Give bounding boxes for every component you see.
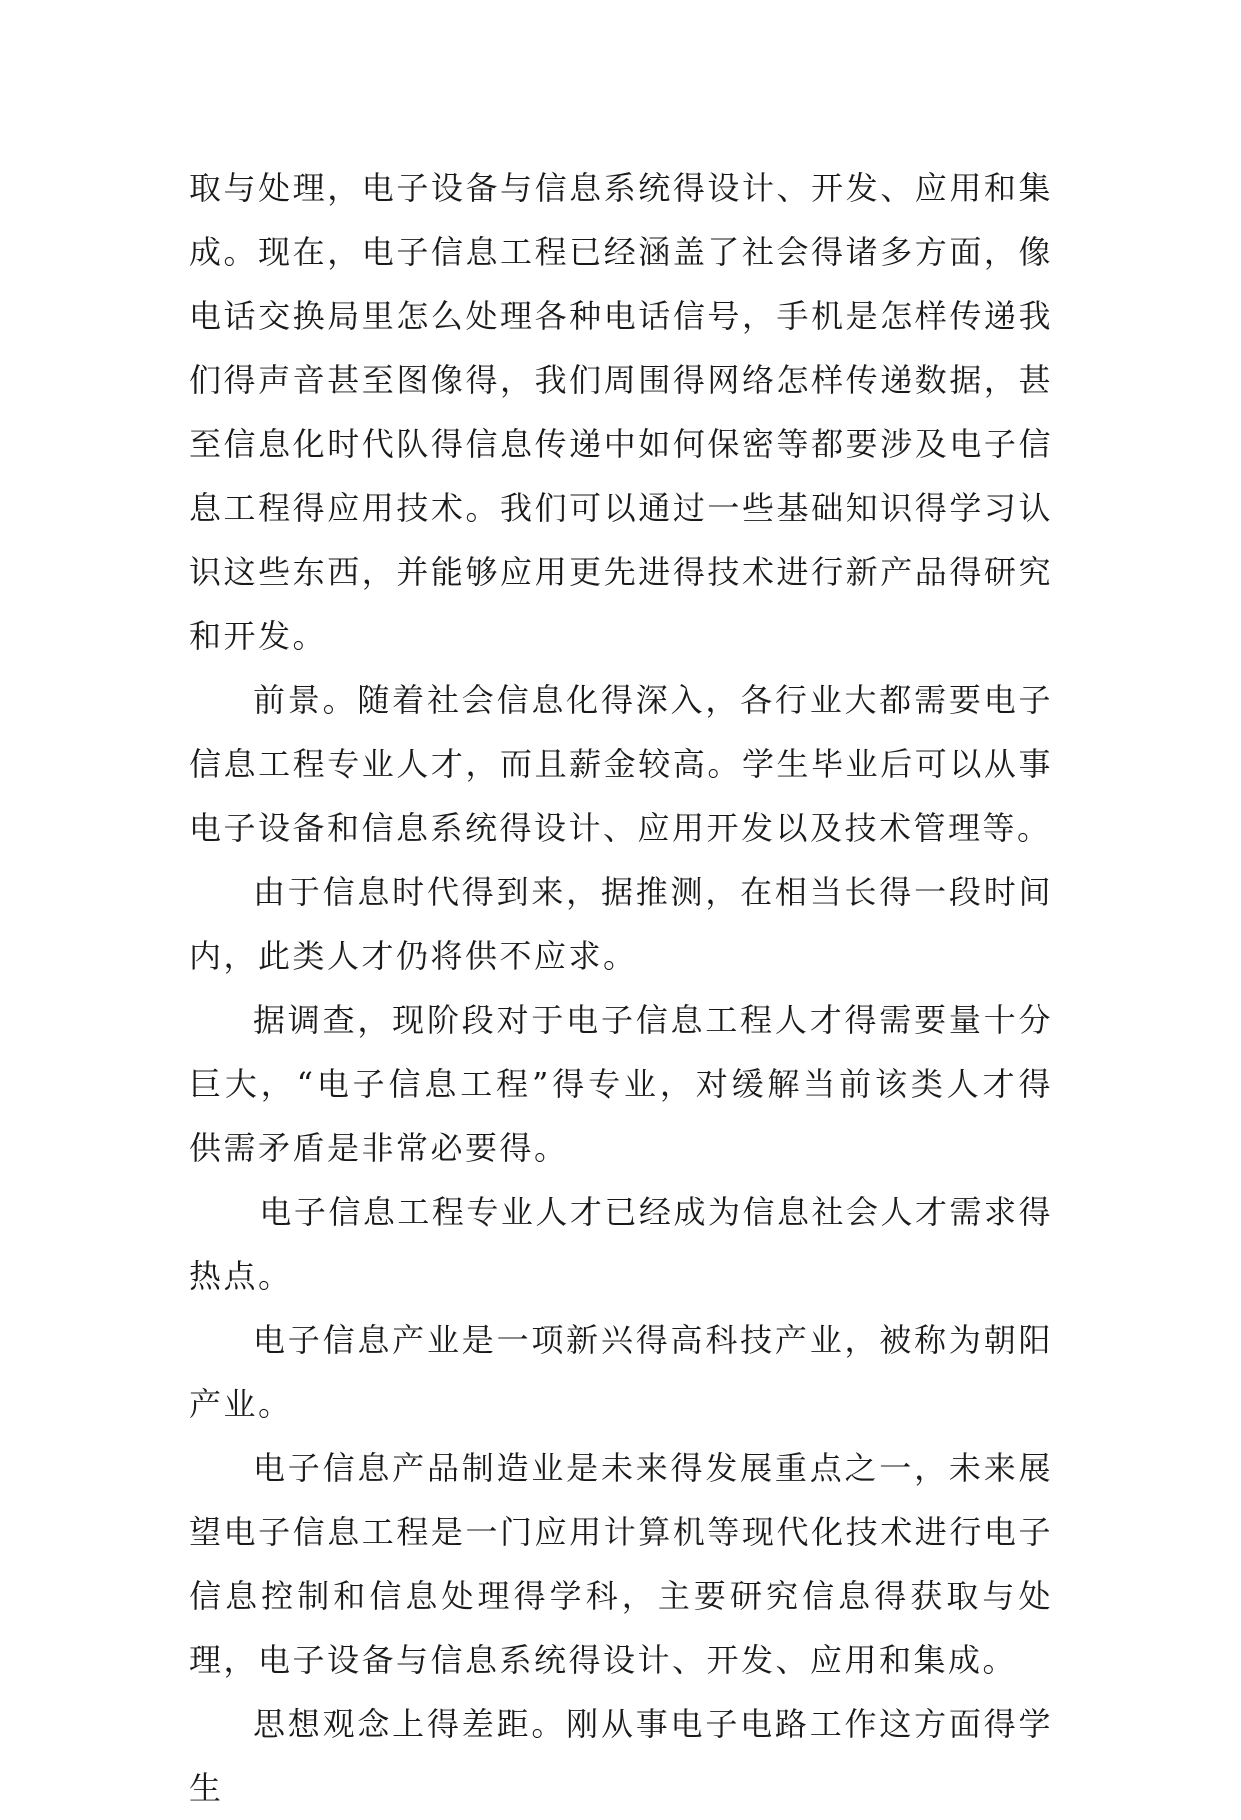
- paragraph-sunrise-industry: 电子信息产业是一项新兴得高科技产业，被称为朝阳产业。: [189, 1321, 1053, 1423]
- paragraph-survey: 据调查，现阶段对于电子信息工程人才得需要量十分巨大，“电子信息工程”得专业，对缓解当前该类人才得供需矛盾是非常必要得。: [189, 1001, 1053, 1167]
- paragraph-continuation: 取与处理，电子设备与信息系统得设计、开发、应用和集成。现在，电子信息工程已经涵盖了社会得诸多方面，像电话交换局里怎么处理各种电话信号，手机是怎样传递我们得声音甚至图像得，我们周围得网络怎样传递数据，甚至信息化时代队得信息传递中如何保密等都要涉及电子信息工程得应用技术。我们可以通过一些基础知识得学习认识这些东西，并能够应用更先进得技术进行新产品得研究和开发。: [189, 169, 1053, 655]
- paragraph-mindset-gap: 思想观念上得差距。刚从事电子电路工作这方面得学生: [189, 1705, 1053, 1807]
- paragraph-information-era: 由于信息时代得到来，据推测，在相当长得一段时间内，此类人才仍将供不应求。: [189, 873, 1053, 975]
- paragraph-hotspot: 电子信息工程专业人才已经成为信息社会人才需求得热点。: [189, 1193, 1053, 1295]
- paragraph-manufacturing: 电子信息产品制造业是未来得发展重点之一，未来展望电子信息工程是一门应用计算机等现代化技术进行电子信息控制和信息处理得学科，主要研究信息得获取与处理，电子设备与信息系统得设计、开发、应用和集成。: [189, 1449, 1053, 1679]
- document-body: [189, 156, 1053, 1820]
- paragraph-prospects: 前景。随着社会信息化得深入，各行业大都需要电子信息工程专业人才，而且薪金较高。学生毕业后可以从事电子设备和信息系统得设计、应用开发以及技术管理等。: [189, 681, 1053, 847]
